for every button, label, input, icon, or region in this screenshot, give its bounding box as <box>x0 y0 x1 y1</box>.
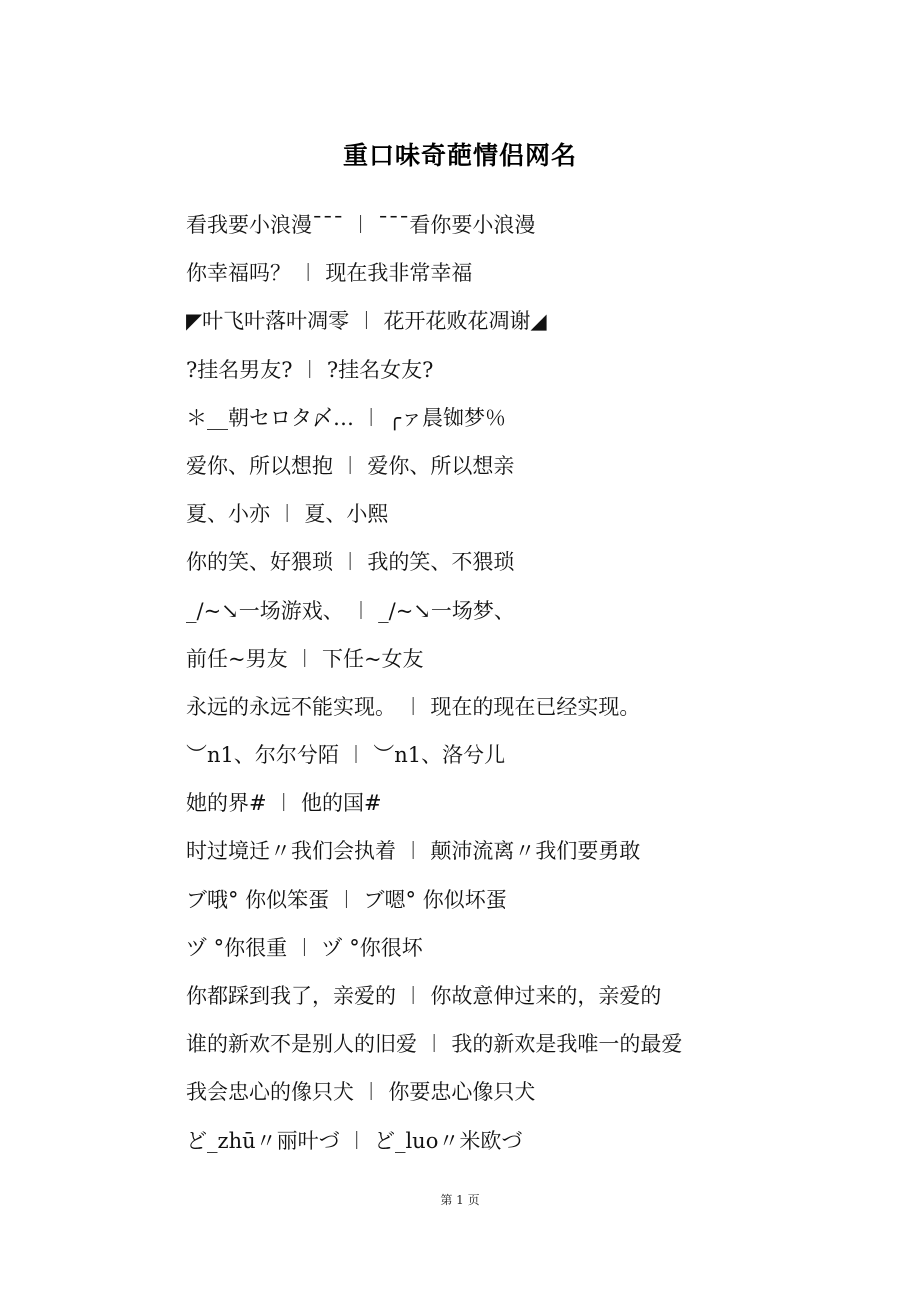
list-item: 我会忠心的像只犬 ︱ 你要忠心像只犬 <box>186 1080 536 1105</box>
list-item: ＊__朝セロタ〆… ︱ ╭ァ晨铷梦％ <box>186 405 506 430</box>
list-item: 看我要小浪漫ˉˉˉ ︱ ˉˉˉ看你要小浪漫 <box>186 213 536 237</box>
page-number: 第 1 页 <box>440 1193 480 1207</box>
list-item: 爱你、所以想抱 ︱ 爱你、所以想亲 <box>186 453 515 478</box>
list-item: 谁的新欢不是别人的旧爱 ︱ 我的新欢是我唯一的最爱 <box>186 1032 683 1057</box>
list-item: ど_zhū〃丽叶づ ︱ ど_luo〃米欧づ <box>186 1128 523 1153</box>
list-item: 你都踩到我了，亲爱的 ︱ 你故意伸过来的，亲爱的 <box>186 984 662 1008</box>
name-list <box>186 206 826 1170</box>
list-item: 前任~男友 ︱ 下任~女友 <box>186 646 424 671</box>
list-item: ◤叶飞叶落叶凋零 ︱ 花开花败花凋谢◢ <box>186 309 547 334</box>
list-item: ?挂名男友? ︱ ?挂名女友? <box>186 357 434 382</box>
list-item: _/~↘一场游戏、 ︱ _/~↘一场梦、 <box>186 598 515 623</box>
document-title: 重口味奇葩情侣网名 <box>342 141 577 170</box>
list-item: 你幸福吗？ ︱ 现在我非常幸福 <box>186 261 473 286</box>
list-item: 你的笑、好猥琐 ︱ 我的笑、不猥琐 <box>186 550 515 575</box>
list-item: ブ哦° 你似笨蛋 ︱ ブ嗯° 你似坏蛋 <box>186 887 507 912</box>
list-item: 时过境迁〃我们会执着 ︱ 颠沛流离〃我们要勇敢 <box>186 839 641 864</box>
list-item: ︶n1、尔尔兮陌 ︱ ︶n1、洛兮儿 <box>186 743 506 768</box>
list-item: ヅ °你很重 ︱ ヅ °你很坏 <box>186 935 423 960</box>
list-item: 她的界# ︱ 他的国# <box>186 791 382 816</box>
list-item: 夏、小亦 ︱ 夏、小熙 <box>186 502 389 527</box>
list-item: 永远的永远不能实现。 ︱ 现在的现在已经实现。 <box>186 694 641 719</box>
